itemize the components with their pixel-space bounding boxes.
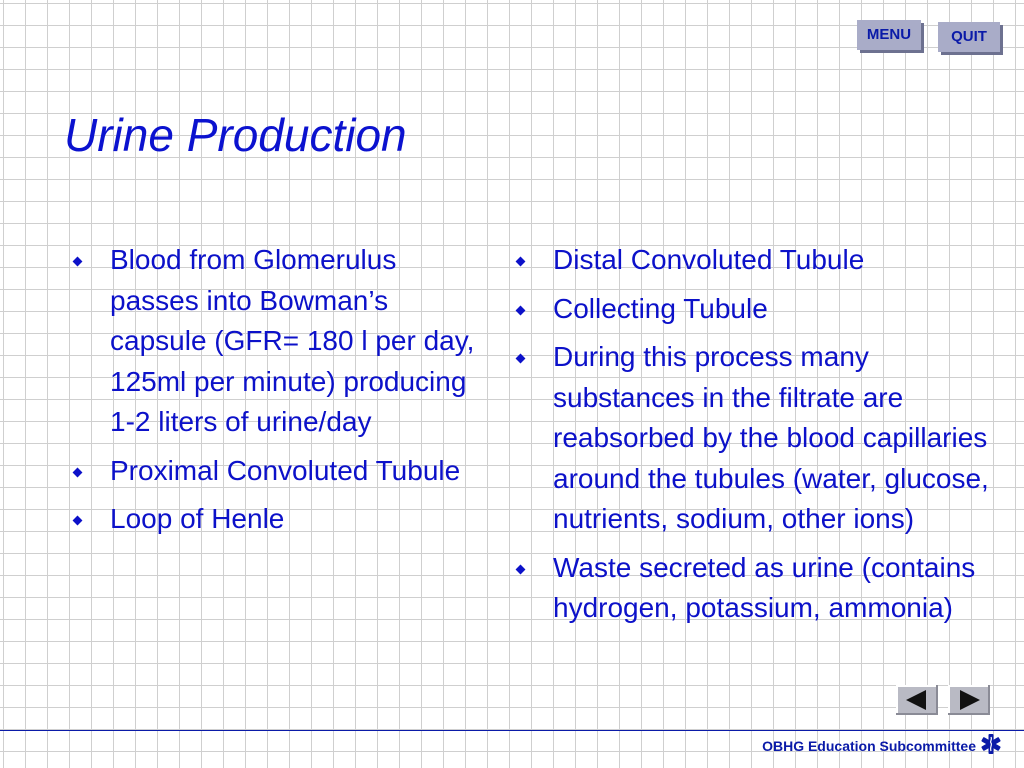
arrow-left-icon: [906, 690, 926, 710]
diamond-bullet-icon: [516, 305, 526, 315]
diamond-bullet-icon: [516, 354, 526, 364]
previous-slide-button[interactable]: [896, 685, 938, 715]
diamond-bullet-icon: [73, 516, 83, 526]
list-item: [515, 548, 1005, 629]
list-item: [72, 499, 492, 540]
right-bullet-list: [515, 240, 1005, 637]
list-item: [72, 240, 492, 443]
list-item-text: During this process many substances in the filtrate are reabsorbed by the blood capillaries around the tubules (water, glucose, nutrients, sodium, other ions): [553, 341, 989, 534]
diamond-bullet-icon: [73, 467, 83, 477]
list-item: [515, 337, 1005, 540]
menu-button[interactable]: MENU: [857, 20, 921, 50]
list-item-text: Loop of Henle: [110, 503, 285, 534]
list-item-text: Collecting Tubule: [553, 292, 768, 324]
diamond-bullet-icon: [73, 257, 83, 267]
list-item: [515, 289, 1005, 330]
diamond-bullet-icon: [516, 564, 526, 574]
list-item-text: Proximal Convoluted Tubule: [110, 454, 461, 486]
footer-text: OBHG Education Subcommittee: [762, 738, 976, 754]
left-bullet-list: [72, 240, 492, 548]
footer-divider: [0, 730, 1024, 731]
star-of-life-icon: [980, 733, 1002, 755]
arrow-right-icon: [960, 690, 980, 710]
slide-title: Urine Production: [64, 109, 407, 161]
quit-button[interactable]: QUIT: [938, 22, 1000, 52]
diamond-bullet-icon: [516, 257, 526, 267]
list-item: [72, 451, 492, 492]
list-item-text: Blood from Glomerulus passes into Bowman’s capsule (GFR= 180 l per day, 125ml per minute) producing 1-2 liters of urine/day: [110, 244, 475, 437]
list-item-text: Waste secreted as urine (contains hydrogen, potassium, ammonia): [553, 551, 976, 623]
list-item: [515, 240, 1005, 281]
next-slide-button[interactable]: [948, 685, 990, 715]
list-item-text: Distal Convoluted Tubule: [553, 244, 865, 275]
